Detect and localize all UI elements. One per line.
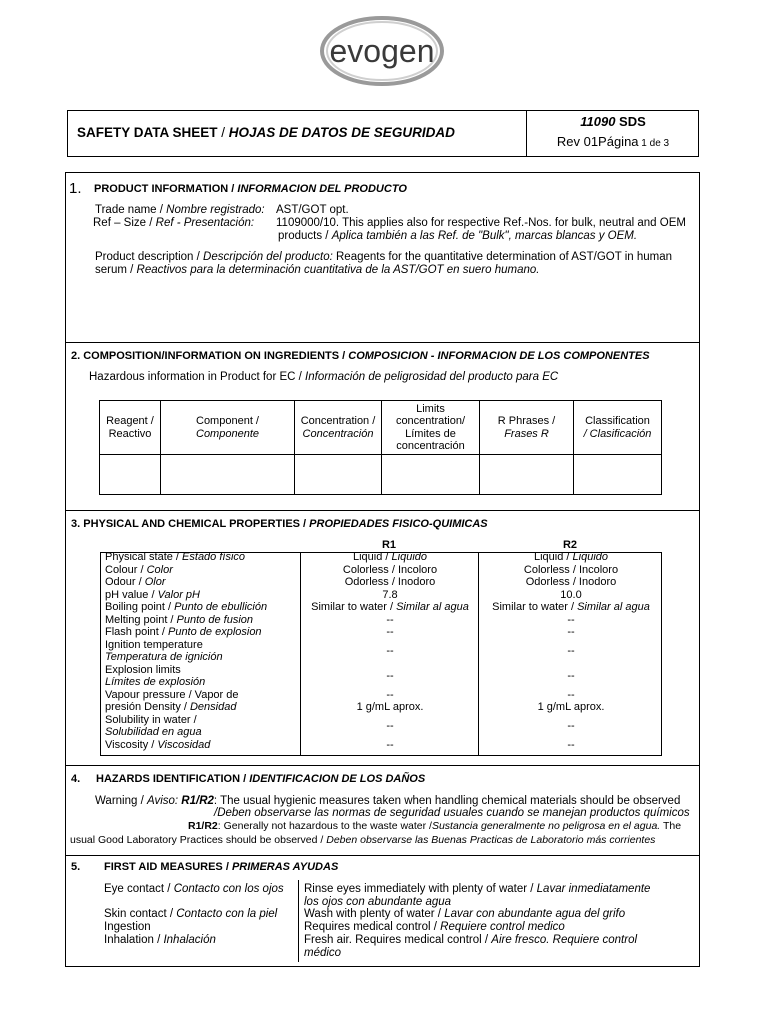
col-classification: Classification / Clasificación bbox=[574, 401, 662, 455]
property-row bbox=[101, 614, 661, 627]
section-3-title: 3. PHYSICAL AND CHEMICAL PROPERTIES / PROPIEDADES FISICO-QUIMICAS bbox=[71, 518, 488, 530]
property-row bbox=[101, 714, 661, 739]
page-title: SAFETY DATA SHEET / HOJAS DE DATOS DE SEGURIDAD bbox=[77, 125, 455, 140]
trade-name-label: Trade name / Nombre registrado: bbox=[95, 204, 265, 216]
r2-value: Liquid / Liquido bbox=[533, 551, 608, 563]
cell-empty bbox=[382, 455, 480, 495]
section-4-title: HAZARDS IDENTIFICATION / IDENTIFICACION DE LOS DAÑOS bbox=[96, 773, 426, 785]
doc-number: 11090 SDS bbox=[580, 114, 646, 129]
section-4-number: 4. bbox=[71, 773, 81, 785]
first-aid-measure-cont: médico bbox=[304, 947, 342, 959]
property-name: presión Density / Densidad bbox=[105, 701, 237, 713]
r2-value: Colorless / Incoloro bbox=[523, 563, 619, 576]
property-row bbox=[101, 589, 661, 602]
property-name: Solubility in water / Solubilidad en agua bbox=[105, 713, 202, 738]
r2-value: 10.0 bbox=[560, 588, 582, 601]
r1-value: Liquid / Liquido bbox=[352, 551, 427, 563]
r1-value: Similar to water / Similar al agua bbox=[311, 601, 469, 613]
cell-empty bbox=[100, 455, 161, 495]
col-limits: Limits concentration/ Límites de concentración bbox=[382, 401, 480, 455]
section-1-title: PRODUCT INFORMATION / INFORMACION DEL PRODUCTO bbox=[94, 183, 407, 195]
property-name: Colour / Color bbox=[105, 563, 173, 576]
cell-empty bbox=[295, 455, 382, 495]
section-2-title: 2. COMPOSITION/INFORMATION ON INGREDIENTS / COMPOSICION - INFORMACION DE LOS COMPONENTES bbox=[71, 350, 650, 362]
col-component: Component / Componente bbox=[161, 401, 295, 455]
first-aid-measure: Wash with plenty of water / Lavar con abundante agua del grifo bbox=[304, 908, 626, 920]
trade-name-value: AST/GOT opt. bbox=[276, 204, 349, 216]
r1-value: Odorless / Inodoro bbox=[344, 576, 436, 588]
property-name: Vapour pressure / Vapor de bbox=[105, 688, 239, 701]
property-row bbox=[101, 739, 661, 752]
r2-value: -- bbox=[567, 626, 575, 638]
property-row bbox=[101, 601, 661, 614]
r1-value: 1 g/mL aprox. bbox=[356, 701, 424, 713]
property-name: pH value / Valor pH bbox=[105, 588, 200, 601]
first-aid-exposure: Skin contact / Contacto con la piel bbox=[104, 908, 278, 920]
r1-value: -- bbox=[386, 644, 394, 657]
cell-empty bbox=[161, 455, 295, 495]
r1-value: -- bbox=[386, 688, 394, 701]
section-5-number: 5. bbox=[71, 861, 81, 873]
hazardous-info: Hazardous information in Product for EC / Información de peligrosidad del producto para EC bbox=[89, 371, 559, 383]
first-aid-measure: Fresh air. Requires medical control / Aire fresco. Requiere control bbox=[304, 934, 638, 946]
col-r2-header: R2 bbox=[562, 539, 578, 551]
r2-value: 1 g/mL aprox. bbox=[537, 701, 605, 713]
r2-value: -- bbox=[567, 688, 575, 701]
ref-size-label: Ref – Size / Ref - Presentación: bbox=[93, 217, 255, 229]
r2-value: -- bbox=[567, 738, 575, 751]
cell-empty bbox=[480, 455, 574, 495]
property-row bbox=[101, 639, 661, 664]
ingredients-table bbox=[99, 400, 662, 495]
warning-text: Warning / Aviso: R1/R2: The usual hygienic measures taken when handling chemical materials should be observed bbox=[95, 795, 681, 807]
r2-value: -- bbox=[567, 644, 575, 657]
r1-value: -- bbox=[386, 719, 394, 732]
first-aid-measure: Requires medical control / Requiere control medico bbox=[304, 921, 565, 933]
section-5-title: FIRST AID MEASURES / PRIMERAS AYUDAS bbox=[104, 861, 339, 873]
physical-properties-table bbox=[100, 552, 662, 756]
r2-value: Odorless / Inodoro bbox=[525, 576, 617, 588]
r2-value: Similar to water / Similar al agua bbox=[492, 601, 650, 613]
col-reagent: Reagent / Reactivo bbox=[100, 401, 161, 455]
col-r-phrases: R Phrases / Frases R bbox=[480, 401, 574, 455]
warning-text-es: /Deben observarse las normas de seguridad usuales cuando se manejan productos químicos bbox=[214, 807, 690, 819]
property-name: Physical state / Estado físico bbox=[105, 551, 246, 563]
property-row bbox=[101, 564, 661, 577]
property-name: Boiling point / Punto de ebullición bbox=[105, 601, 268, 613]
property-row bbox=[101, 701, 661, 714]
glp-text: usual Good Laboratory Practices should be observed / Deben observarse las Buenas Practicas de Laboratorio más corrientes bbox=[70, 834, 656, 846]
product-description-2: serum / Reactivos para la determinación cuantitativa de la AST/GOT en suero humano. bbox=[95, 264, 540, 276]
first-aid-exposure: Eye contact / Contacto con los ojos bbox=[104, 883, 284, 895]
property-row bbox=[101, 576, 661, 589]
r1-value: -- bbox=[386, 738, 394, 751]
r1-value: -- bbox=[386, 613, 394, 626]
property-name: Ignition temperature Temperatura de ignición bbox=[105, 638, 223, 663]
ref-size-value: 1109000/10. This applies also for respective Ref.-Nos. for bulk, neutral and OEM bbox=[276, 217, 686, 229]
cell-empty bbox=[574, 455, 662, 495]
r1-value: -- bbox=[386, 669, 394, 682]
property-name: Explosion limits Límites de explosión bbox=[105, 663, 206, 688]
col-r1-header: R1 bbox=[381, 539, 397, 551]
evogen-logo bbox=[318, 14, 446, 86]
first-aid-measure: Rinse eyes immediately with plenty of water / Lavar inmediatamente bbox=[304, 883, 651, 895]
property-row bbox=[101, 664, 661, 689]
first-aid-exposure: Ingestion bbox=[104, 921, 151, 933]
property-row bbox=[101, 551, 661, 564]
revision-page: Rev 01Página 1 de 3 bbox=[556, 134, 670, 149]
property-row bbox=[101, 689, 661, 702]
first-aid-measure-cont: los ojos con abundante agua bbox=[304, 896, 452, 908]
section-1-number: 1. bbox=[69, 180, 82, 197]
r2-value: -- bbox=[567, 669, 575, 682]
r1-value: Colorless / Incoloro bbox=[342, 563, 438, 576]
logo-text: evogen bbox=[329, 33, 435, 69]
r2-value: -- bbox=[567, 613, 575, 626]
property-name: Odour / Olor bbox=[105, 576, 166, 588]
ref-size-value-2: products / Aplica también a las Ref. de "Bulk", marcas blancas y OEM. bbox=[278, 230, 638, 242]
first-aid-exposure: Inhalation / Inhalación bbox=[104, 934, 216, 946]
product-description: Product description / Descripción del producto: Reagents for the quantitative determination of AST/GOT in human bbox=[95, 251, 673, 263]
property-name: Melting point / Punto de fusion bbox=[105, 613, 253, 626]
property-name: Flash point / Punto de explosion bbox=[105, 626, 262, 638]
property-row bbox=[101, 626, 661, 639]
r1-value: -- bbox=[386, 626, 394, 638]
waste-water-text: R1/R2: Generally not hazardous to the waste water /Sustancia generalmente no peligrosa en el agua. The bbox=[188, 820, 682, 832]
col-concentration: Concentration / Concentración bbox=[295, 401, 382, 455]
property-name: Viscosity / Viscosidad bbox=[105, 738, 211, 751]
r1-value: 7.8 bbox=[382, 588, 398, 601]
r2-value: -- bbox=[567, 719, 575, 732]
